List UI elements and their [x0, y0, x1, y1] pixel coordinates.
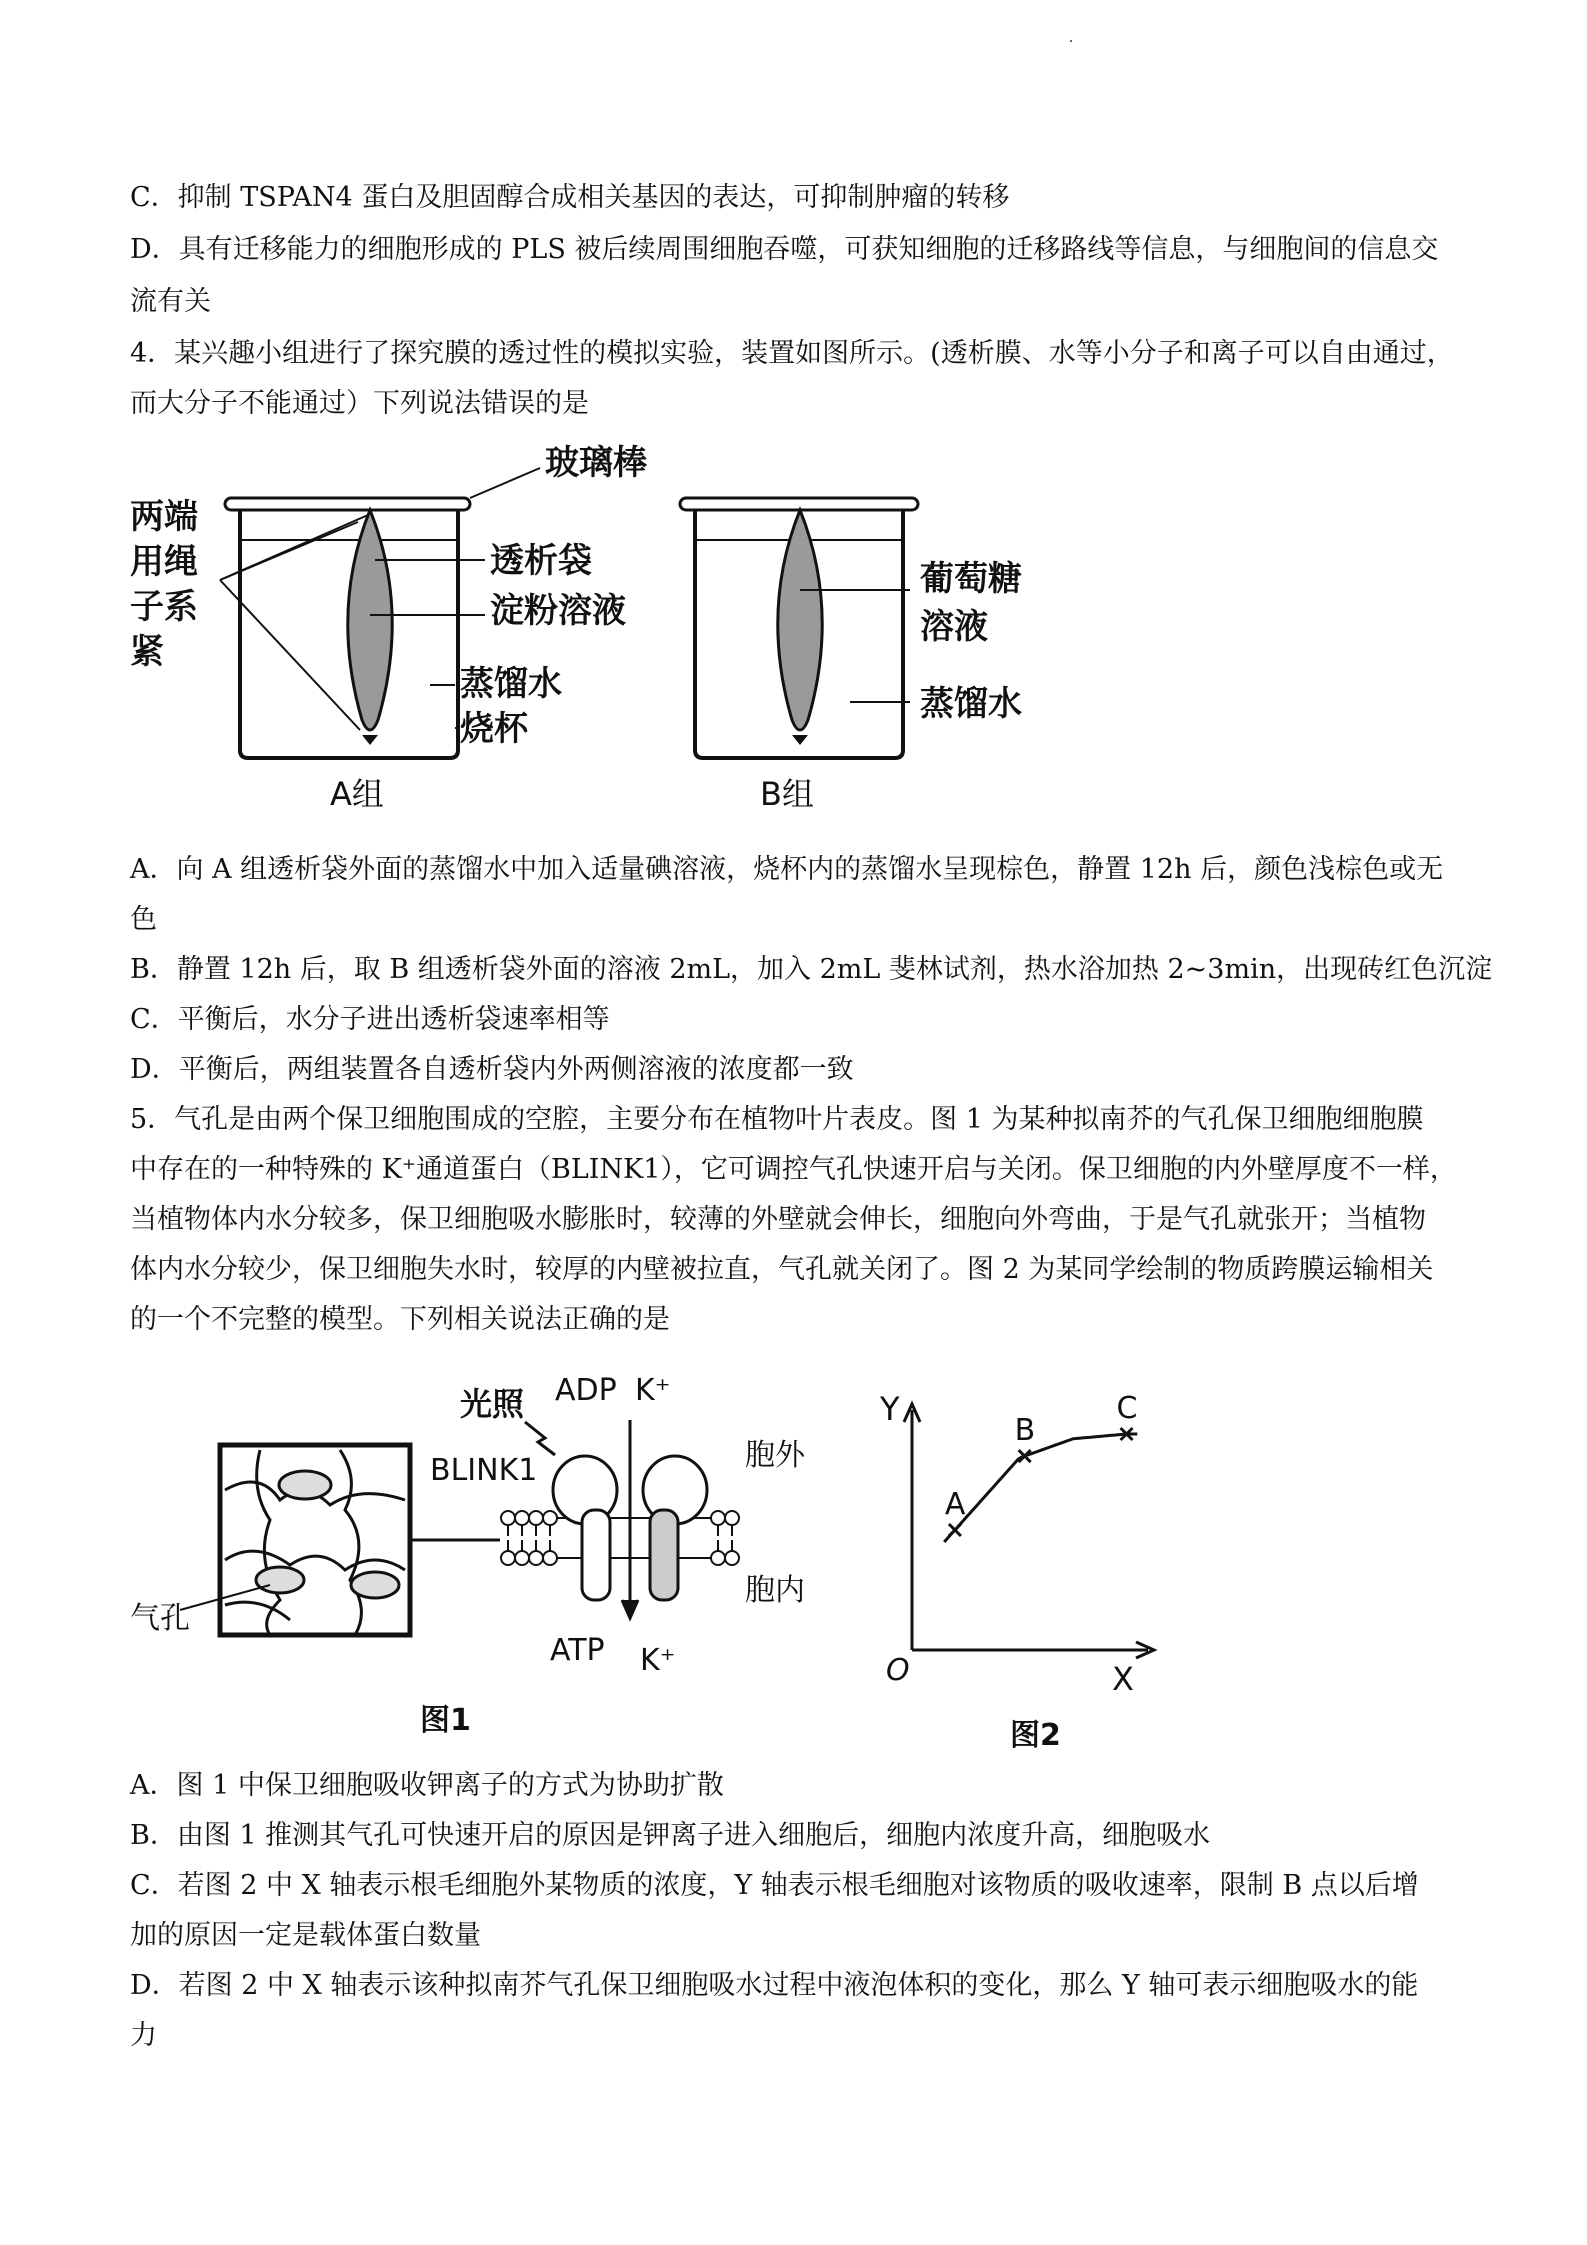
point-label-c: C	[1116, 1391, 1138, 1426]
q4-option-c: C．平衡后，水分子进出透析袋速率相等	[130, 1004, 610, 1035]
glass-rod-b	[680, 498, 918, 510]
phospholipid-head	[529, 1511, 543, 1525]
phospholipid-head	[529, 1551, 543, 1565]
label-inside: 胞内	[745, 1573, 805, 1608]
label-distilled-water-b: 蒸馏水	[920, 684, 1022, 724]
q5-stem-line5: 的一个不完整的模型。下列相关说法正确的是	[130, 1304, 670, 1335]
dialysis-figure	[130, 440, 1090, 840]
label-adp: ADP	[555, 1373, 617, 1408]
stoma-1	[279, 1471, 331, 1499]
phospholipid-head	[711, 1551, 725, 1565]
phospholipid-head	[725, 1551, 739, 1565]
label-tie-1: 两端	[130, 497, 198, 537]
q5-option-d-line1: D．若图 2 中 X 轴表示该种拟南芥气孔保卫细胞吸水过程中液泡体积的变化，那么 Y 轴可表示细胞吸水的能	[130, 1970, 1419, 2001]
k-channel-protein	[553, 1420, 707, 1618]
phospholipid-head	[501, 1551, 515, 1565]
label-blink: BLINK1	[430, 1453, 538, 1488]
q5-stem-line2: 中存在的一种特殊的 K⁺通道蛋白（BLINK1），它可调控气孔快速开启与关闭。保卫细胞的内外壁厚度不一样，	[130, 1154, 1457, 1185]
stoma-2	[256, 1567, 304, 1593]
label-tie-3: 子系	[130, 587, 198, 627]
label-stoma: 气孔	[130, 1601, 190, 1636]
dialysis-bag-b	[778, 510, 822, 730]
q4-stem-line1: 4．某兴趣小组进行了探究膜的透过性的模拟实验，装置如图所示。(透析膜、水等小分子和离子可以自由通过，	[130, 338, 1454, 369]
label-tie-4: 紧	[130, 632, 164, 672]
q5-stem-line4: 体内水分较少，保卫细胞失水时，较厚的内壁被拉直，气孔就关闭了。图 2 为某同学绘制的物质跨膜运输相关	[130, 1254, 1434, 1285]
point-mark-a	[949, 1524, 961, 1536]
q5-stem-line3: 当植物体内水分较多，保卫细胞吸水膨胀时，较薄的外壁就会伸长，细胞向外弯曲，于是气孔就张开；当植物	[130, 1204, 1426, 1235]
label-group-b: B组	[760, 775, 814, 813]
q3-option-d-line1: D．具有迁移能力的细胞形成的 PLS 被后续周围细胞吞噬，可获知细胞的迁移路线等信息，与细胞间的信息交	[130, 234, 1439, 265]
phospholipid-head	[501, 1511, 515, 1525]
label-starch-solution: 淀粉溶液	[490, 591, 626, 631]
label-glass-rod: 玻璃棒	[545, 443, 647, 483]
phospholipid-head	[543, 1511, 557, 1525]
dialysis-bag-a	[348, 510, 392, 730]
label-k-bottom: K⁺	[640, 1643, 676, 1678]
label-group-a: A组	[330, 775, 384, 813]
label-light: 光照	[460, 1385, 525, 1423]
q5-option-c-line2: 加的原因一定是载体蛋白数量	[130, 1920, 481, 1951]
point-label-b: B	[1014, 1413, 1036, 1449]
label-atp: ATP	[550, 1633, 605, 1668]
phospholipid-head	[515, 1551, 529, 1565]
label-dialysis-bag: 透析袋	[490, 541, 592, 581]
scan-speck	[1070, 40, 1072, 42]
membrane-bilayer	[500, 1511, 740, 1565]
phospholipid-head	[725, 1511, 739, 1525]
label-beaker: 烧杯	[460, 709, 528, 749]
label-tie-2: 用绳	[130, 542, 198, 582]
x-axis-label: X	[1112, 1660, 1134, 1698]
y-axis-label: Y	[880, 1390, 900, 1428]
q5-option-a: A．图 1 中保卫细胞吸收钾离子的方式为协助扩散	[130, 1770, 724, 1801]
label-outside: 胞外	[745, 1438, 805, 1473]
origin-label: O	[886, 1653, 910, 1688]
figure-1	[130, 1360, 890, 1760]
label-glucose-1: 葡萄糖	[920, 559, 1022, 599]
q3-option-d-line2: 流有关	[130, 286, 211, 317]
light-arrow	[525, 1422, 555, 1455]
phospholipid-head	[543, 1551, 557, 1565]
q4-option-d: D．平衡后，两组装置各自透析袋内外两侧溶液的浓度都一致	[130, 1054, 854, 1085]
q5-stem-line1: 5．气孔是由两个保卫细胞围成的空腔，主要分布在植物叶片表皮。图 1 为某种拟南芥的气孔保卫细胞细胞膜	[130, 1104, 1424, 1135]
label-distilled-water-a: 蒸馏水	[460, 664, 562, 704]
q4-stem-line2: 而大分子不能通过）下列说法错误的是	[130, 388, 589, 419]
q3-option-c: C．抑制 TSPAN4 蛋白及胆固醇合成相关基因的表达，可抑制肿瘤的转移	[130, 182, 1010, 213]
q5-option-b: B．由图 1 推测其气孔可快速开启的原因是钾离子进入细胞后，细胞内浓度升高，细胞吸水	[130, 1820, 1211, 1851]
figure-1-caption: 图1	[420, 1703, 471, 1738]
phospholipid-head	[515, 1511, 529, 1525]
beaker-b	[680, 498, 918, 758]
point-label-a: A	[944, 1487, 966, 1522]
q4-option-b: B．静置 12h 后，取 B 组透析袋外面的溶液 2mL，加入 2mL 斐林试剂，热水浴加热 2~3min，出现砖红色沉淀	[130, 954, 1493, 985]
q5-option-c-line1: C．若图 2 中 X 轴表示根毛细胞外某物质的浓度，Y 轴表示根毛细胞对该物质的吸收速率，限制 B 点以后增	[130, 1870, 1419, 1901]
q4-option-a-line2: 色	[130, 904, 157, 935]
phospholipid-head	[711, 1511, 725, 1525]
q5-option-d-line2: 力	[130, 2020, 157, 2051]
label-k-top: K⁺	[635, 1373, 671, 1408]
chart-curve	[944, 1434, 1137, 1542]
label-glucose-2: 溶液	[920, 607, 988, 647]
q4-option-a-line1: A．向 A 组透析袋外面的蒸馏水中加入适量碘溶液，烧杯内的蒸馏水呈现棕色，静置 12h 后，颜色浅棕色或无	[130, 854, 1444, 885]
stoma-3	[351, 1572, 399, 1598]
glass-rod-a	[225, 498, 470, 510]
figure-2-chart	[880, 1390, 1200, 1750]
figure-2-caption: 图2	[1010, 1718, 1061, 1750]
